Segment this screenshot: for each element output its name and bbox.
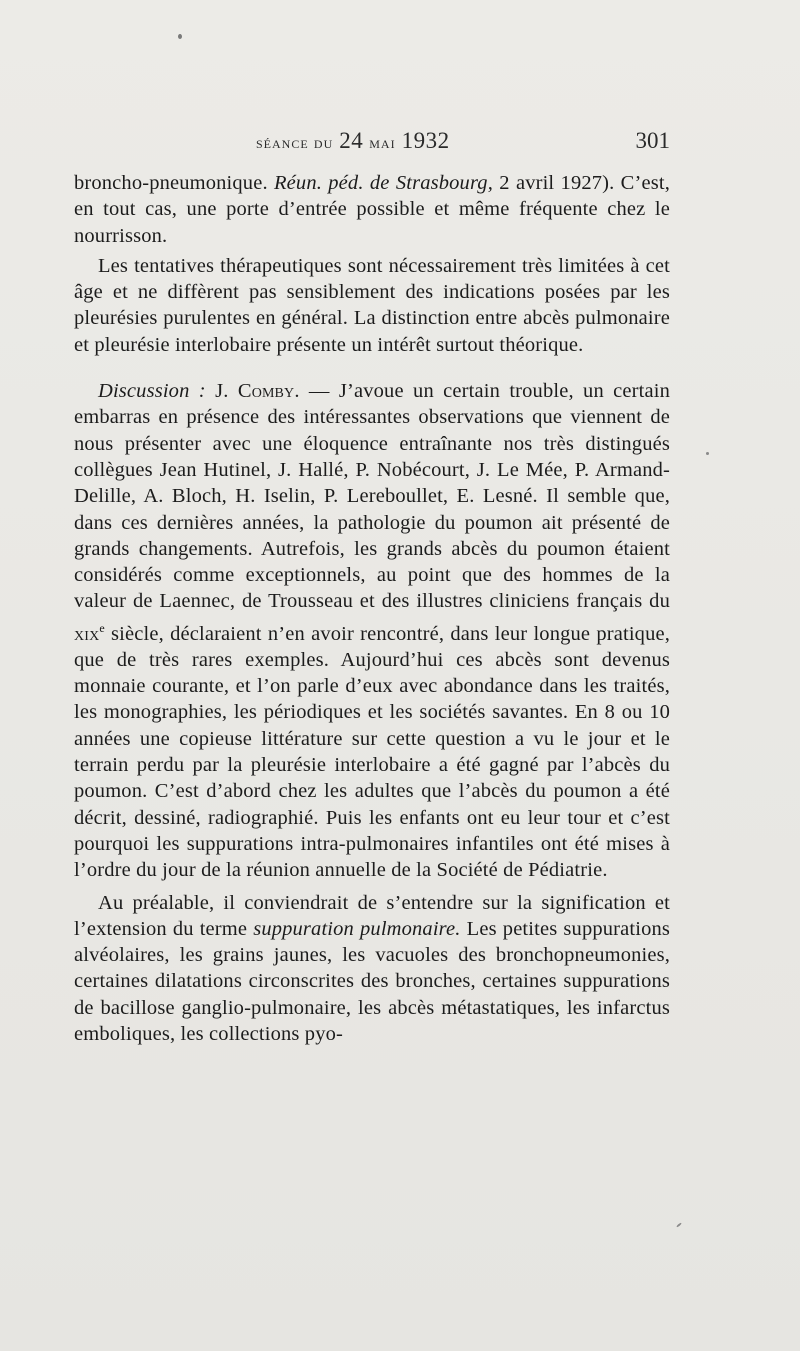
p1-journal: Réun. péd. [274, 172, 364, 194]
running-header [256, 128, 670, 158]
paragraph-2: Les tentatives thérapeutiques sont nécessairement très limitées à cet âge et ne diffèrent pas sensiblement des indications posées par les pleurésies purulentes en général. La distinction entre abcès pulmonaire et pleurésie interlobaire présente un intérêt surtout théorique. [74, 254, 670, 356]
print-speck [676, 1222, 682, 1227]
p1-start: broncho-pneumonique. [74, 172, 274, 194]
speaker-initial: J. [205, 380, 238, 403]
header-year: 1932 [401, 128, 450, 153]
p1-place: de Strasbourg, [369, 172, 493, 194]
discussion-text: . — J’avoue un certain trouble, un certain embarras en présence des intéressantes observations que viennent de nous présenter avec une éloquence entraînante nos très distingués collègues Jean Hutinel, J. Hallé, P. Nobécourt, J. Le Mée, P. Armand-Delille, A. Bloch, H. Iselin, P. Lereboullet, E. Lesné. Il semble que, dans ces dernières années, la pathologie du poumon ait présenté de grands changements. Autrefois, les grands abcès du poumon étaient considérés comme exceptionnels, au point que des hommes de la valeur de Laennec, de Trousseau et des illustres cliniciens français du [74, 380, 671, 613]
paragraph-4 [74, 890, 670, 1048]
paragraph-1 [74, 170, 670, 249]
discussion-text-end: siècle, déclaraient n’en avoir rencontré, dans leur longue pratique, que de très rares exemples. Aujourd’hui ces abcès sont devenus monnaie courante, et l’on parle d’eux avec abondance dans les traités, les monographies, les périodiques et les sociétés savantes. En 8 ou 10 années une copieuse littérature sur cette question a vu le jour et le terrain perdu par la pleurésie interlobaire a été gagné par l’abcès du poumon. C’est d’abord chez les adultes que l’abcès du poumon a été décrit, dessiné, radiographié. Puis les enfants ont eu leur tour et c’est pourquoi les suppurations intra-pulmonaires infantiles ont été mises à l’ordre du jour de la réunion annuelle de la Société de Pédiatrie. [74, 622, 670, 882]
p4-term: suppuration pulmonaire. [253, 917, 461, 940]
paragraph-3-discussion [74, 378, 670, 883]
p4-start: Au préalable, il conviendrait de s’entendre sur la signification et l’extension du terme [74, 891, 670, 940]
page-number: 301 [635, 128, 670, 153]
speaker-name: Comby [237, 380, 295, 403]
p4-end: Les petites suppurations alvéolaires, les grains jaunes, les vacuoles des bronchopneumonies, certaines dilatations circonscrites des bronches, certaines suppurations de bacillose ganglio-pulmonaire, les abcès métastatiques, les infarctus emboliques, les collections pyo- [74, 917, 671, 1046]
p1-end: 2 avril 1927). C’est, en tout cas, une porte d’entrée possible et même fréquente chez le nourrisson. [74, 172, 670, 247]
running-title [256, 128, 450, 154]
print-speck [706, 452, 709, 455]
header-day: 24 [339, 128, 364, 153]
body-text [74, 170, 670, 1047]
print-speck [178, 34, 182, 39]
header-session: séance du [256, 133, 334, 152]
century-superscript: e [99, 620, 105, 635]
century-numeral: xix [74, 622, 100, 645]
header-month: mai [369, 133, 396, 152]
discussion-label: Discussion : [98, 380, 206, 403]
